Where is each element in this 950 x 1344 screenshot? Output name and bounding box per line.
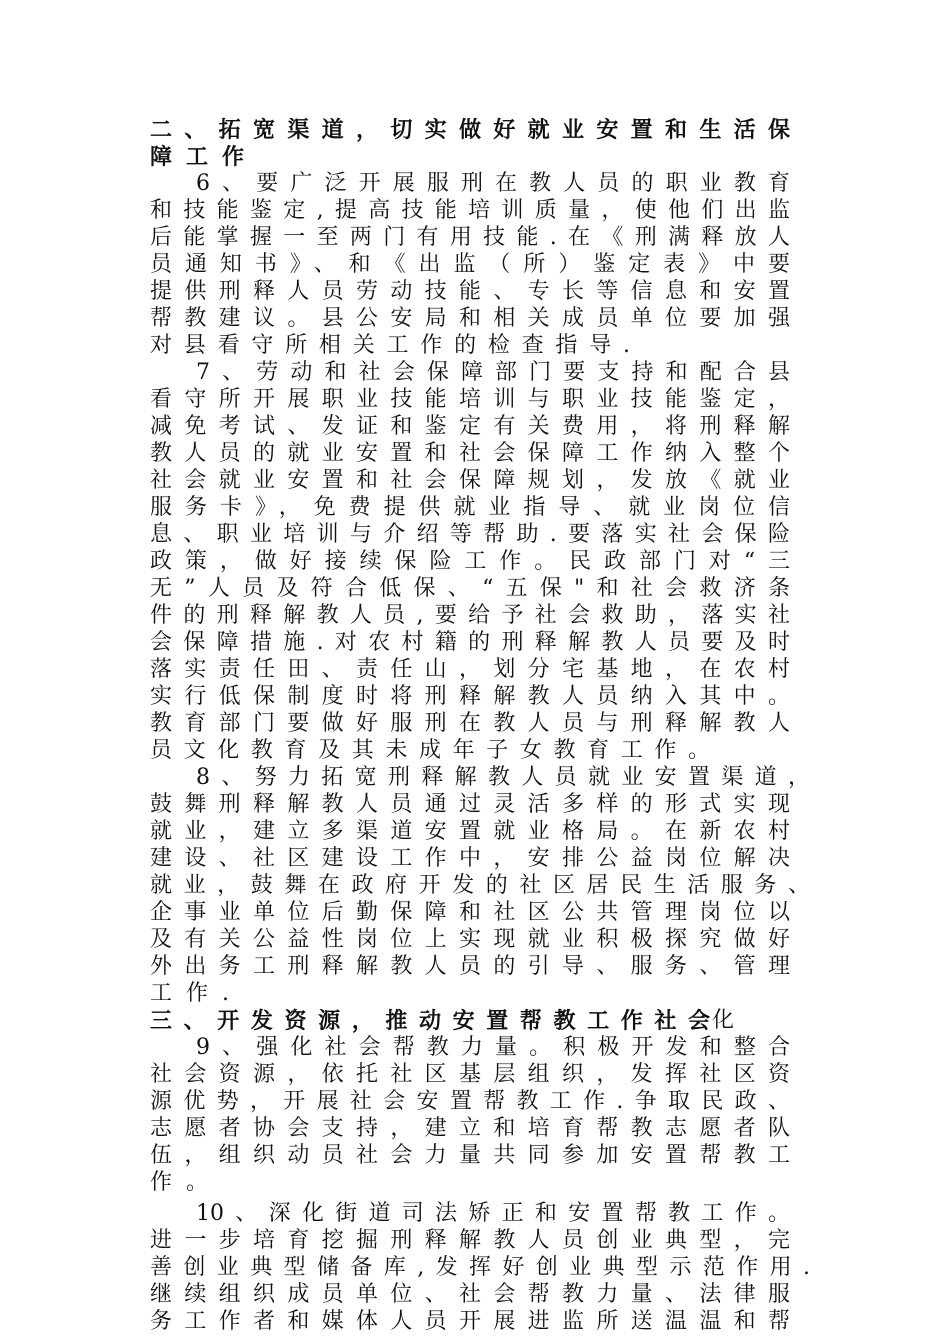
paragraph-7-line: 无”人员及符合低保、“五保"和社会救济条 — [150, 576, 790, 601]
paragraph-10-line: 10、深化街道司法矫正和安置帮教工作。 — [196, 1201, 790, 1226]
paragraph-8-line: 外出务工刑释解教人员的引导、服务、管理 — [150, 954, 790, 979]
paragraph-6-line: 员通知书》、和《出监（所）鉴定表》中要 — [150, 252, 790, 277]
paragraph-9-line: 社会资源，依托社区基层组织，发挥社区资 — [150, 1062, 790, 1087]
paragraph-7-line: 看守所开展职业技能培训与职业技能鉴定， — [150, 387, 790, 412]
paragraph-9-line: 志愿者协会支持，建立和培育帮教志愿者队 — [150, 1116, 790, 1141]
paragraph-10-line: 进一步培育挖掘刑释解教人员创业典型，完 — [150, 1228, 790, 1253]
paragraph-6-line: 和技能鉴定,提高技能培训质量，使他们出监 — [150, 198, 790, 223]
paragraph-7-line: 落实责任田、责任山，划分宅基地，在农村 — [150, 657, 790, 682]
section-3-heading-tail: 化 — [712, 1008, 735, 1033]
paragraph-9-line: 9、强化社会帮教力量。积极开发和整合 — [196, 1035, 790, 1060]
paragraph-7-line: 息、职业培训与介绍等帮助.要落实社会保险 — [150, 522, 790, 547]
paragraph-6-line: 后能掌握一至两门有用技能.在《刑满释放人 — [150, 225, 790, 250]
paragraph-10-line: 务工作者和媒体人员开展进监所送温温和帮 — [150, 1309, 790, 1334]
paragraph-10-line: 善创业典型储备库,发挥好创业典型示范作用. — [150, 1255, 810, 1280]
paragraph-7-line: 教人员的就业安置和社会保障工作纳入整个 — [150, 441, 790, 466]
paragraph-9-line: 作。 — [150, 1170, 223, 1195]
paragraph-8-line: 及有关公益性岗位上实现就业积极探究做好 — [150, 927, 790, 952]
paragraph-7-line: 实行低保制度时将刑释解教人员纳入其中。 — [150, 684, 790, 709]
paragraph-6-line: 对县看守所相关工作的检查指导. — [150, 333, 630, 358]
paragraph-8-line: 鼓舞刑释解教人员通过灵活多样的形式实现 — [150, 792, 790, 817]
paragraph-8-line: 就业，建立多渠道安置就业格局。在新农村 — [150, 819, 790, 844]
section-2-heading-line-2: 障工作 — [150, 144, 259, 170]
paragraph-8-line: 企事业单位后勤保障和社区公共管理岗位以 — [150, 900, 790, 925]
paragraph-8-line: 建设、社区建设工作中，安排公益岗位解决 — [150, 846, 790, 871]
paragraph-9-line: 伍，组织动员社会力量共同参加安置帮教工 — [150, 1143, 790, 1168]
paragraph-6-line: 帮教建议。县公安局和相关成员单位要加强 — [150, 306, 790, 331]
paragraph-7-line: 件的刑释解教人员,要给予社会救助，落实社 — [150, 603, 790, 628]
paragraph-8-line: 8、努力拓宽刑释解教人员就业安置渠道， — [196, 765, 810, 790]
paragraph-8-line: 就业，鼓舞在政府开发的社区居民生活服务、 — [150, 873, 810, 898]
paragraph-6-line: 6、要广泛开展服刑在教人员的职业教育 — [196, 171, 790, 196]
paragraph-7-line: 服务卡》，免费提供就业指导、就业岗位信 — [150, 495, 790, 520]
paragraph-6-line: 提供刑释人员劳动技能、专长等信息和安置 — [150, 279, 790, 304]
paragraph-7-line: 社会就业安置和社会保障规划，发放《就业 — [150, 468, 790, 493]
paragraph-7-line: 教育部门要做好服刑在教人员与刑释解教人 — [150, 711, 790, 736]
paragraph-7-line: 7、劳动和社会保障部门要支持和配合县 — [196, 360, 790, 385]
paragraph-7-line: 员文化教育及其未成年子女教育工作。 — [150, 738, 710, 763]
paragraph-7-line: 会保障措施.对农村籍的刑释解教人员要及时 — [150, 630, 790, 655]
section-2-heading-line-1: 二、拓宽渠道，切实做好就业安置和生活保 — [150, 117, 790, 143]
section-3-heading: 三、开发资源，推动安置帮教工作社会 — [150, 1008, 710, 1034]
paragraph-7-line: 政策，做好接续保险工作。民政部门对“三 — [150, 549, 790, 574]
paragraph-8-line: 工作. — [150, 981, 243, 1006]
paragraph-9-line: 源优势，开展社会安置帮教工作.争取民政、 — [150, 1089, 790, 1114]
paragraph-7-line: 减免考试、发证和鉴定有关费用，将刑释解 — [150, 414, 790, 439]
paragraph-10-line: 继续组织成员单位、社会帮教力量、法律服 — [150, 1282, 790, 1307]
